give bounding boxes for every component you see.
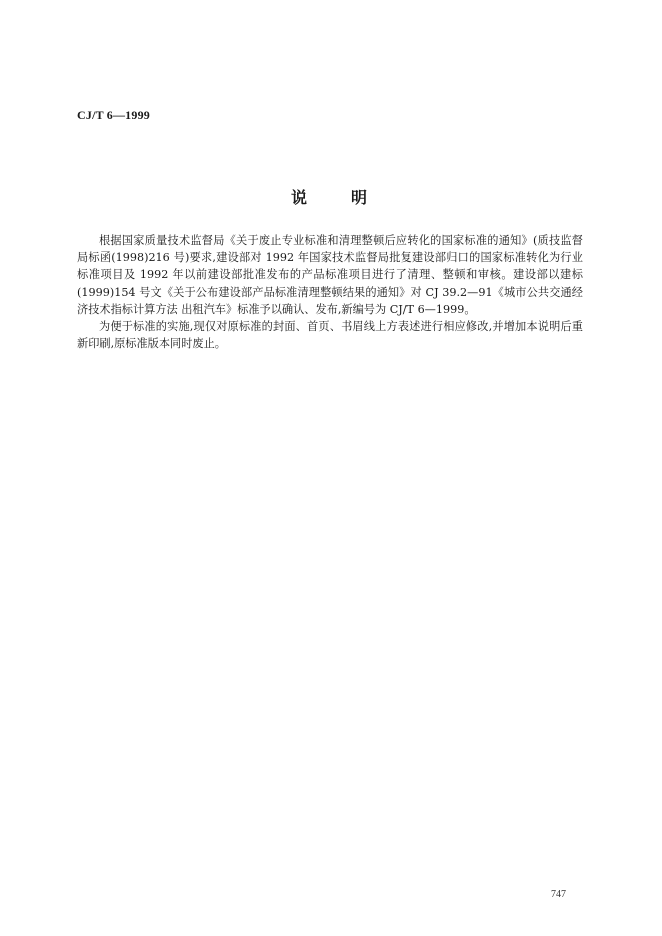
page-number: 747 <box>551 889 566 900</box>
page-title: 说明 <box>290 188 411 207</box>
body-text <box>77 232 583 352</box>
paragraph-1: 根据国家质量技术监督局《关于废止专业标准和清理整顿后应转化的国家标准的通知》(质技监督局标函(1998)216 号)要求,建设部对 1992 年国家技术监督局批复建设部归口的国家标准转化为行业标准项目及 1992 年以前建设部批准发布的产品标准项目进行了清理、整顿和审核。建设部以建标(1999)154 号文《关于公布建设部产品标准清理整顿结果的通知》对 CJ 39.2—91《城市公共交通经济技术指标计算方法 出租汽车》标准予以确认、发布,新编号为 CJ/T 6—1999。 <box>77 234 583 316</box>
paragraph-2: 为便于标准的实施,现仅对原标准的封面、首页、书眉线上方表述进行相应修改,并增加本说明后重新印刷,原标准版本同时废止。 <box>77 320 583 351</box>
standard-code: CJ/T 6—1999 <box>77 108 150 122</box>
